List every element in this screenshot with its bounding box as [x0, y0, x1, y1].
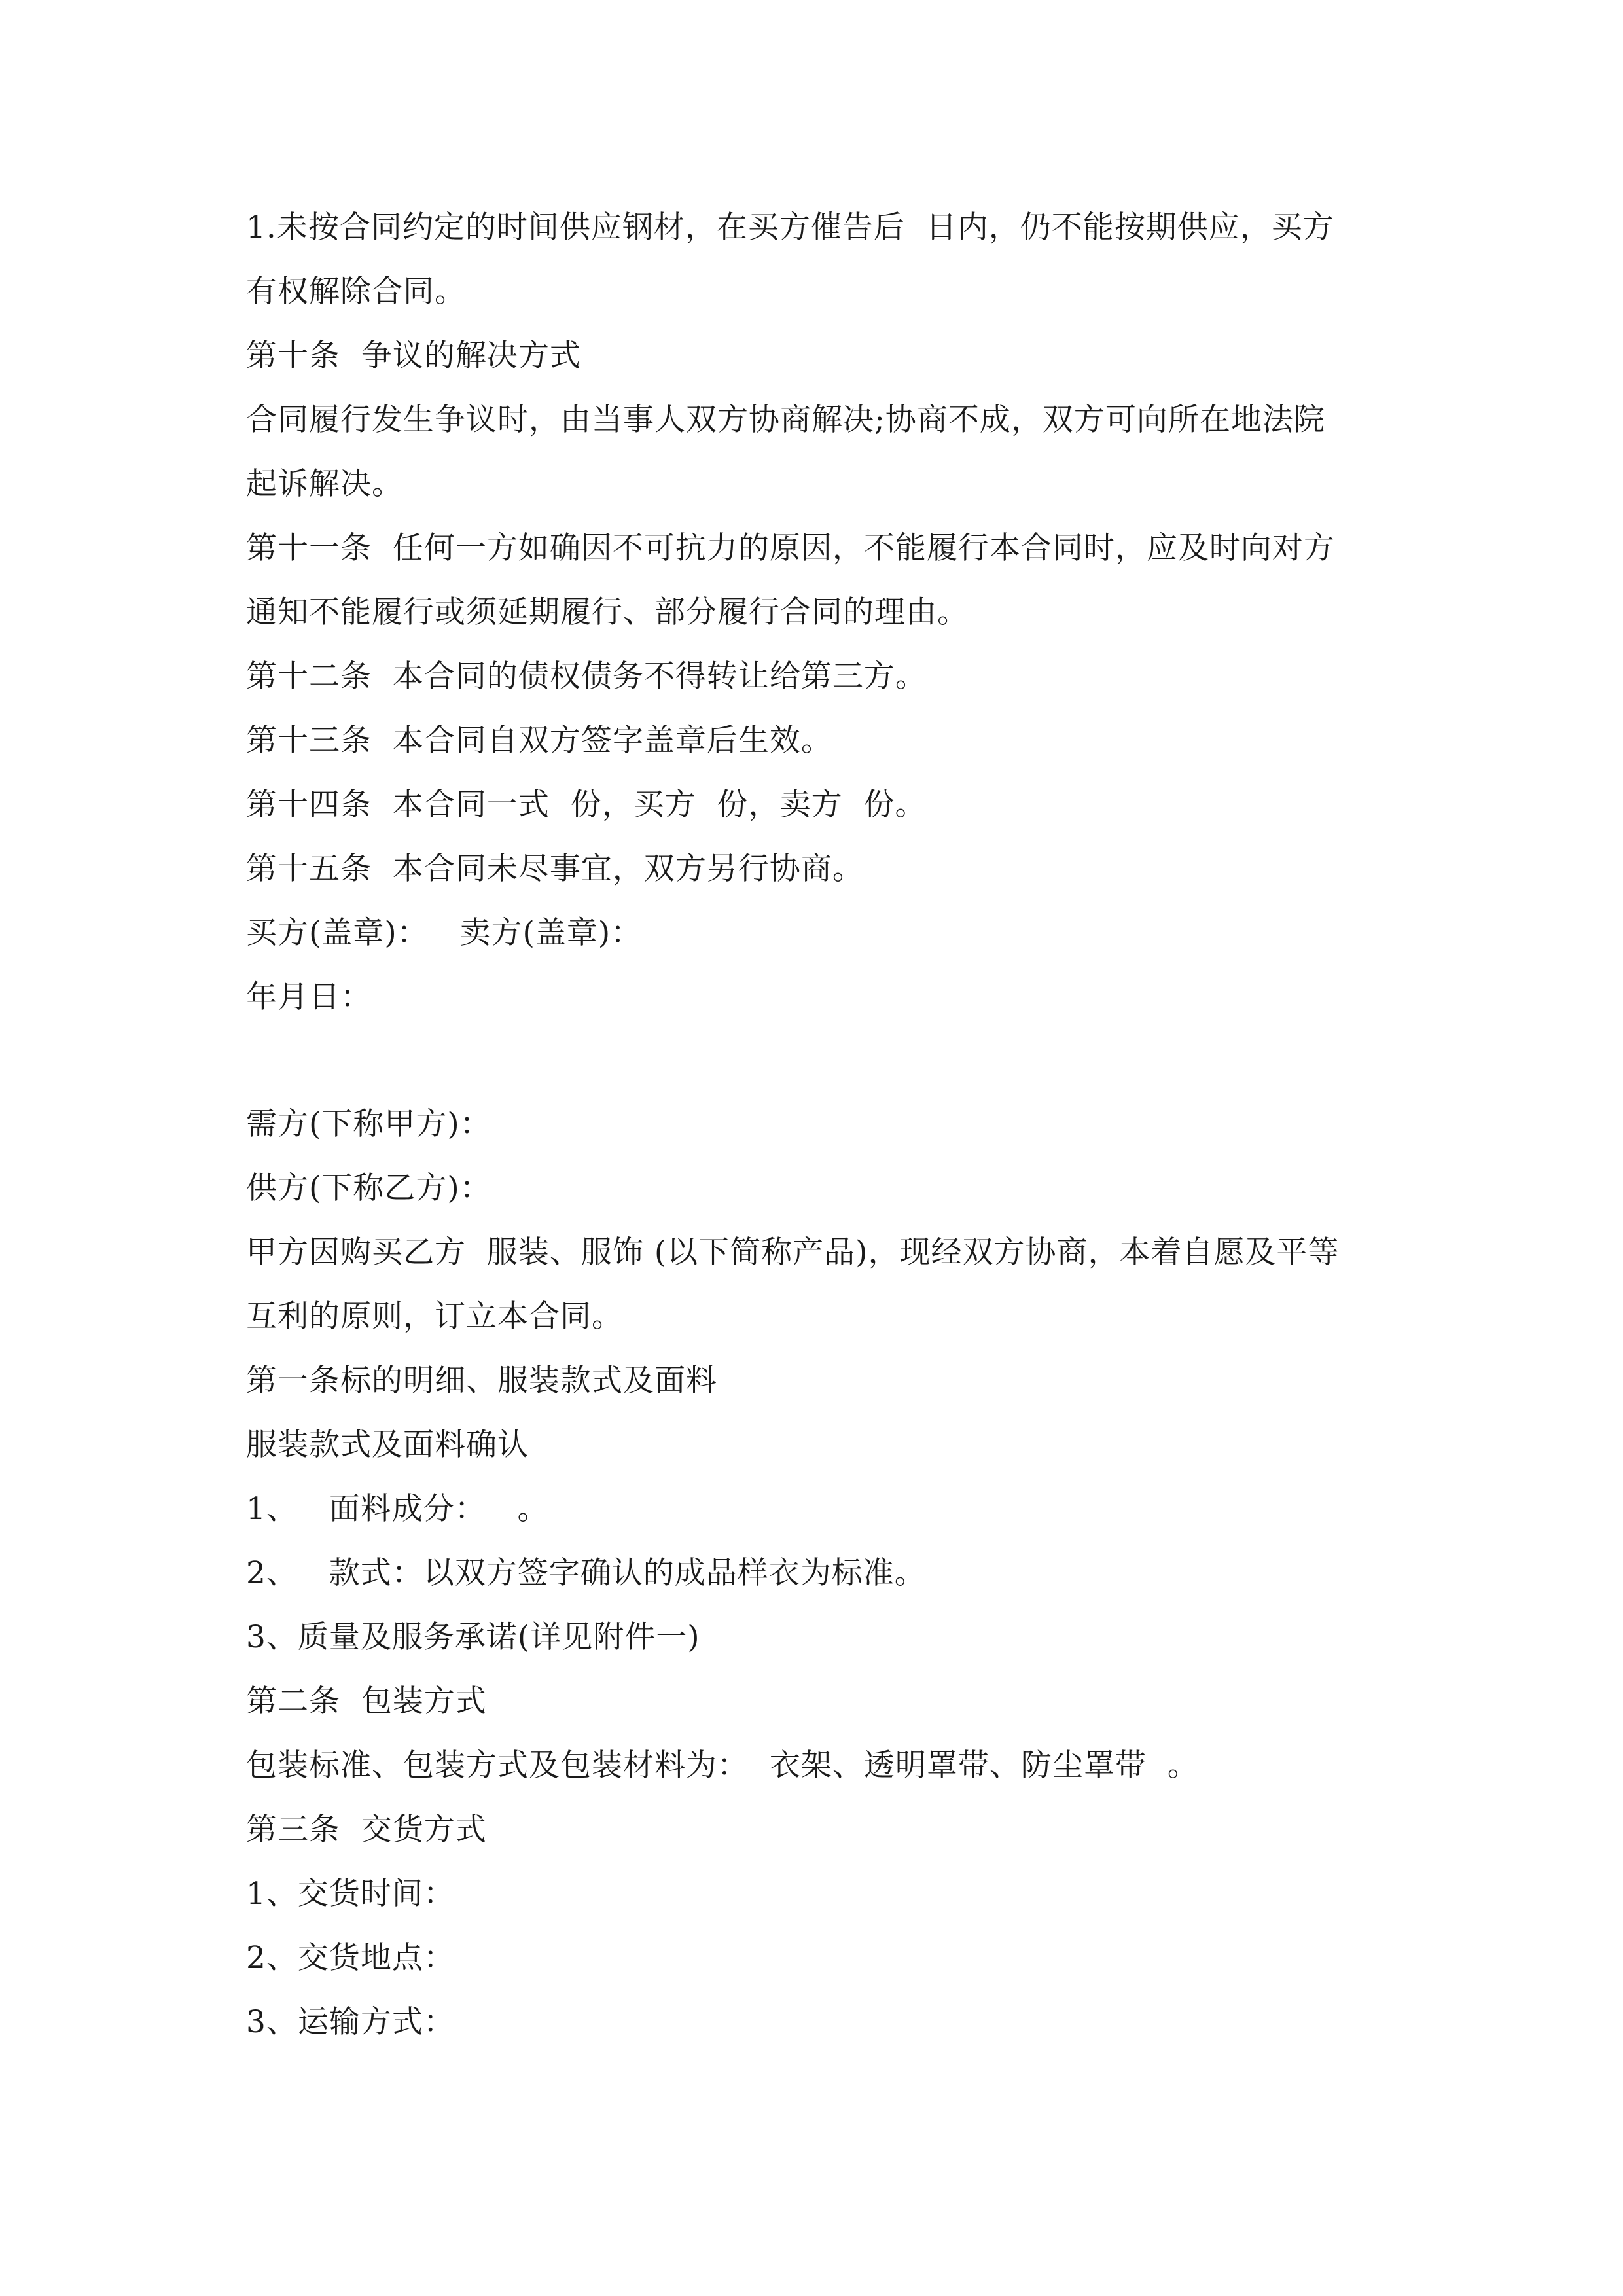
- text-line: 甲方因购买乙方 服装、服饰 (以下简称产品)，现经双方协商，本着自愿及平等: [246, 1234, 1340, 1270]
- text-line: 2、 款式：以双方签字确认的成品样衣为标准。: [246, 1555, 926, 1591]
- signature-line: 买方(盖章)： 卖方(盖章)：: [246, 915, 643, 951]
- text-line: 1.未按合同约定的时间供应钢材，在买方催告后 日内，仍不能按期供应，买方: [246, 209, 1334, 245]
- text-line: 服装款式及面料确认: [246, 1427, 529, 1463]
- text-line: 包装标准、包装方式及包装材料为： 衣架、透明罩带、防尘罩带 。: [246, 1748, 1199, 1784]
- text-line: 互利的原则，订立本合同。: [246, 1299, 623, 1335]
- text-line: 起诉解决。: [246, 466, 403, 502]
- text-line: 2、交货地点：: [246, 1940, 455, 1976]
- text-line: 第十三条 本合同自双方签字盖章后生效。: [246, 723, 832, 759]
- text-line: 有权解除合同。: [246, 274, 466, 310]
- text-line: 供方(下称乙方)：: [246, 1170, 491, 1206]
- text-line: 3、运输方式：: [246, 2004, 455, 2040]
- date-line: 年月日：: [246, 979, 372, 1015]
- text-line: 第十一条 任何一方如确因不可抗力的原因，不能履行本合同时，应及时向对方: [246, 530, 1335, 566]
- text-line: 通知不能履行或须延期履行、部分履行合同的理由。: [246, 594, 969, 630]
- text-line: 1、 面料成分： 。: [246, 1491, 549, 1527]
- text-line: 第十条 争议的解决方式: [246, 338, 581, 374]
- text-line: 合同履行发生争议时，由当事人双方协商解决;协商不成，双方可向所在地法院: [246, 402, 1325, 438]
- text-line: 第二条 包装方式: [246, 1683, 487, 1719]
- text-line: 第十四条 本合同一式 份，买方 份，卖方 份。: [246, 787, 927, 823]
- text-line: 3、质量及服务承诺(详见附件一): [246, 1619, 700, 1655]
- text-line: 第一条标的明细、服装款式及面料: [246, 1363, 717, 1399]
- text-line: 第十五条 本合同未尽事宜，双方另行协商。: [246, 851, 864, 887]
- text-line: 第三条 交货方式: [246, 1812, 487, 1848]
- text-line: 第十二条 本合同的债权债务不得转让给第三方。: [246, 658, 927, 694]
- text-line: 需方(下称甲方)：: [246, 1106, 491, 1142]
- text-line: 1、交货时间：: [246, 1876, 455, 1912]
